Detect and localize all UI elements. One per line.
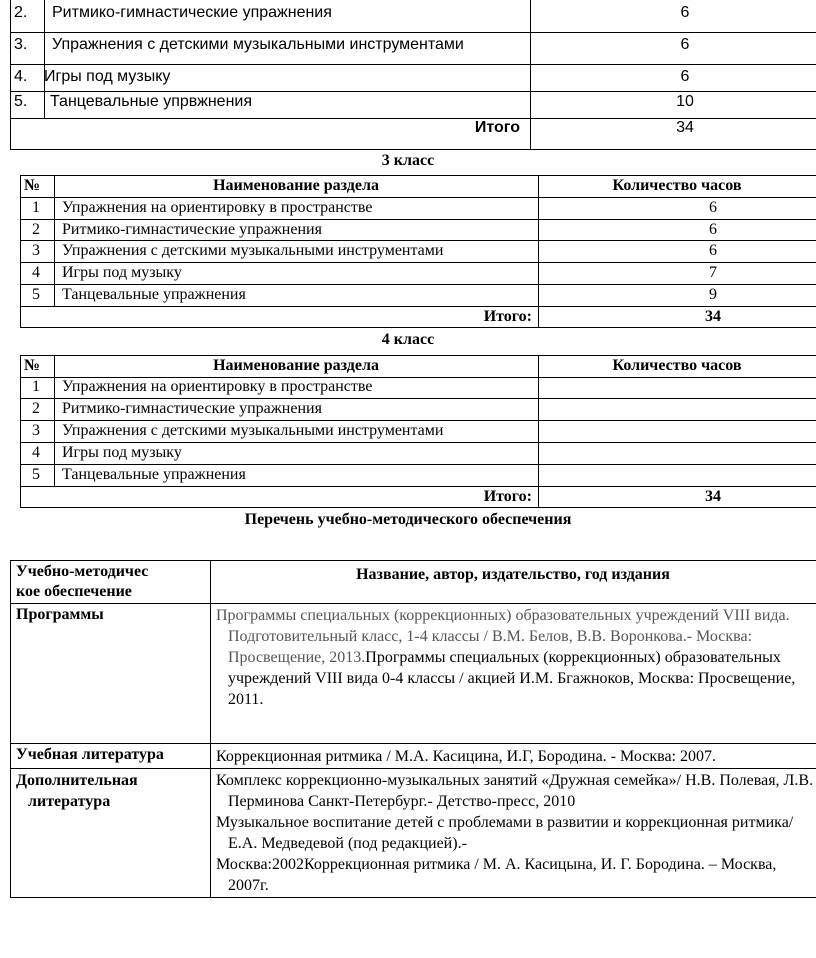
row-divider [10, 149, 816, 150]
row-divider [20, 442, 816, 443]
extra-literature-text [216, 770, 816, 896]
table-border [210, 560, 211, 898]
row-divider [20, 240, 816, 241]
row-number: 3. [14, 36, 28, 53]
extra-label-line: Дополнительная [16, 772, 138, 789]
row-divider [10, 743, 816, 744]
row-divider [10, 897, 816, 898]
row-divider [20, 175, 816, 176]
row-section-name: Танцевальные упрвжнения [50, 93, 252, 110]
table-border [10, 0, 11, 150]
row-number: 3 [32, 422, 40, 439]
row-number: 2 [32, 400, 40, 417]
row-number: 1 [32, 199, 40, 216]
row-divider [10, 768, 816, 769]
row-divider [20, 219, 816, 220]
row-number: 4 [32, 264, 40, 281]
row-divider [20, 464, 816, 465]
row-number: 4. [14, 68, 28, 85]
header-num: № [24, 177, 41, 194]
row-divider [20, 486, 816, 487]
row-section-name: Упражнения с детскими музыкальными инструментами [52, 36, 464, 53]
row-section-name: Упражнения на ориентировку в пространстве [62, 199, 373, 216]
total-value: 34 [676, 119, 694, 136]
row-section-name: Упражнения с детскими музыкальными инструментами [62, 242, 444, 259]
class3-table [20, 175, 816, 328]
row-section-name: Ритмико-гимнастические упражнения [62, 221, 322, 238]
row-hours: 6 [709, 199, 717, 216]
extra-label-line: литература [28, 793, 111, 810]
row-divider [20, 197, 816, 198]
row-number: 3 [32, 242, 40, 259]
row-number: 4 [32, 444, 40, 461]
header-section: Наименование раздела [213, 177, 379, 194]
programs-text [216, 605, 816, 710]
row-divider [10, 32, 816, 33]
row-divider [10, 603, 816, 604]
row-section-name: Игры под музыку [44, 68, 171, 85]
class4-caption: 4 класс [381, 331, 435, 348]
row-divider [20, 262, 816, 263]
table-border [20, 355, 21, 508]
extra-entry-3: Москва:2002Коррекционная ритмика / М. А. Касицына, И. Г. Бородина. – Москва, 2007г. [216, 856, 777, 894]
table-border [44, 0, 45, 119]
row-divider [10, 64, 816, 65]
row-divider [20, 284, 816, 285]
extra-literature-label [16, 770, 138, 812]
extra-entry-1: Комплекс коррекционно-музыкальных занятий «Дружная семейка»/ Н.В. Полевая, Л.В. Перминова Санкт-Петербург.- Детство-пресс, 2010 [216, 772, 814, 810]
table-border [530, 0, 531, 150]
row-number: 5. [14, 93, 28, 110]
row-hours: 10 [676, 93, 694, 110]
row-section-name: Игры под музыку [62, 444, 182, 461]
row-section-name: Игры под музыку [62, 264, 182, 281]
header-resource-type-line: Учебно-методичес [16, 563, 149, 580]
header-publication: Название, автор, издательство, год издания [356, 566, 670, 583]
row-number: 2 [32, 221, 40, 238]
table-border [10, 560, 11, 898]
class3-caption: 3 класс [381, 152, 435, 169]
row-divider [20, 507, 816, 508]
row-hours: 9 [709, 286, 717, 303]
programs-label: Программы [16, 606, 104, 623]
row-hours: 6 [680, 68, 690, 85]
row-divider [10, 560, 816, 561]
header-section: Наименование раздела [213, 357, 379, 374]
table-border [20, 175, 21, 328]
total-label: Итого [474, 119, 520, 136]
row-section-name: Ритмико-гимнастические упражнения [52, 4, 332, 21]
extra-entry-2: Музыкальное воспитание детей с проблемами в развитии и коррекционная ритмика/ Е.А. Медведевой (под редакцией).- [216, 814, 794, 852]
row-number: 5 [32, 466, 40, 483]
row-section-name: Упражнения с детскими музыкальными инструментами [62, 422, 444, 439]
row-section-name: Упражнения на ориентировку в пространстве [62, 378, 373, 395]
total-value: 34 [705, 488, 721, 505]
row-number: 5 [32, 286, 40, 303]
textbook-label: Учебная литература [16, 746, 164, 763]
programs-text-part-2: Программы специальных (коррекционных) образовательных учреждений VIII вида 0-4 классы / акцией И.М. Бгажноков, Москва: Просвещение, 2011. [228, 649, 796, 708]
row-number: 1 [32, 378, 40, 395]
row-divider [20, 306, 816, 307]
total-value: 34 [705, 308, 721, 325]
row-divider [20, 327, 816, 328]
programs-text-part-1: Программы специальных (коррекционных) образовательных учреждений VIII вида. Подготовительный класс, 1-4 классы / В.М. Белов, В.В. Воронкова.- Москва: Просвещение, 2013. [216, 607, 790, 666]
total-label: Итого: [483, 308, 532, 325]
header-num: № [24, 357, 41, 374]
top-hours-table [10, 0, 816, 150]
header-resource-type [16, 562, 148, 602]
textbook-text: Коррекционная ритмика / М.А. Касицина, И.Г, Бородина. - Москва: 2007. [216, 748, 716, 765]
row-section-name: Танцевальные упражнения [62, 466, 246, 483]
table-border [538, 355, 539, 508]
row-section-name: Ритмико-гимнастические упражнения [62, 400, 322, 417]
header-hours: Количество часов [612, 357, 742, 374]
header-hours: Количество часов [612, 177, 742, 194]
row-hours: 6 [680, 36, 690, 53]
row-divider [20, 398, 816, 399]
row-hours: 7 [709, 264, 717, 281]
total-label: Итого: [483, 488, 532, 505]
row-divider [10, 91, 816, 92]
class4-table [20, 355, 816, 508]
row-hours: 6 [709, 221, 717, 238]
resources-table [10, 560, 816, 898]
header-resource-type-line: кое обеспечение [16, 583, 132, 600]
resources-caption: Перечень учебно-методического обеспечения [244, 511, 572, 528]
row-divider [20, 420, 816, 421]
row-number: 2. [14, 4, 28, 21]
row-hours: 6 [680, 4, 690, 21]
row-hours: 6 [709, 242, 717, 259]
row-section-name: Танцевальные упражнения [62, 286, 246, 303]
row-divider [20, 355, 816, 356]
